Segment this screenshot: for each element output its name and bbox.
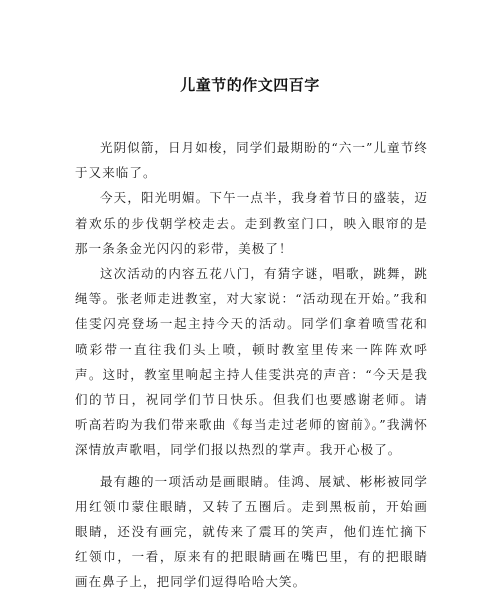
- paragraph-3: 这次活动的内容五花八门，有猜字谜，唱歌，跳舞，跳绳等。张老师走进教室，对大家说：“活动现在开始。”我和佳雯闪亮登场一起主持今天的活动。同学们拿着喷雪花和喷彩带一直往我们头上喷，顿时教室里传来一阵阵欢呼声。这时，教室里响起主持人佳雯洪亮的声音：“今天是我们的节日，祝同学们节日快乐。但我们也要感谢老师。请听高若昀为我们带来歌曲《每当走过老师的窗前》。”我满怀深情放声歌唱，同学们报以热烈的掌声。我开心极了。: [75, 266, 428, 458]
- paragraph-4: 最有趣的一项活动是画眼睛。佳鸿、展斌、彬彬被同学用红领巾蒙住眼睛，又转了五圈后。走到黑板前，开始画眼睛，还没有画完，就传来了震耳的笑声，他们连忙摘下红领巾，一看，原来有的把眼睛画在嘴巴里，有的把眼睛画在鼻子上，把同学们逗得哈哈大笑。: [75, 473, 428, 590]
- paragraph-1: 光阴似箭，日月如梭，同学们最期盼的“六一”儿童节终于又来临了。: [75, 140, 428, 181]
- document-title: 儿童节的作文四百字: [180, 76, 320, 94]
- document-body: [75, 135, 428, 595]
- paragraph-2: 今天，阳光明媚。下午一点半，我身着节日的盛装，迈着欢乐的步伐朝学校走去。走到教室门口，映入眼帘的是那一条条金光闪闪的彩带，美极了！: [75, 190, 428, 256]
